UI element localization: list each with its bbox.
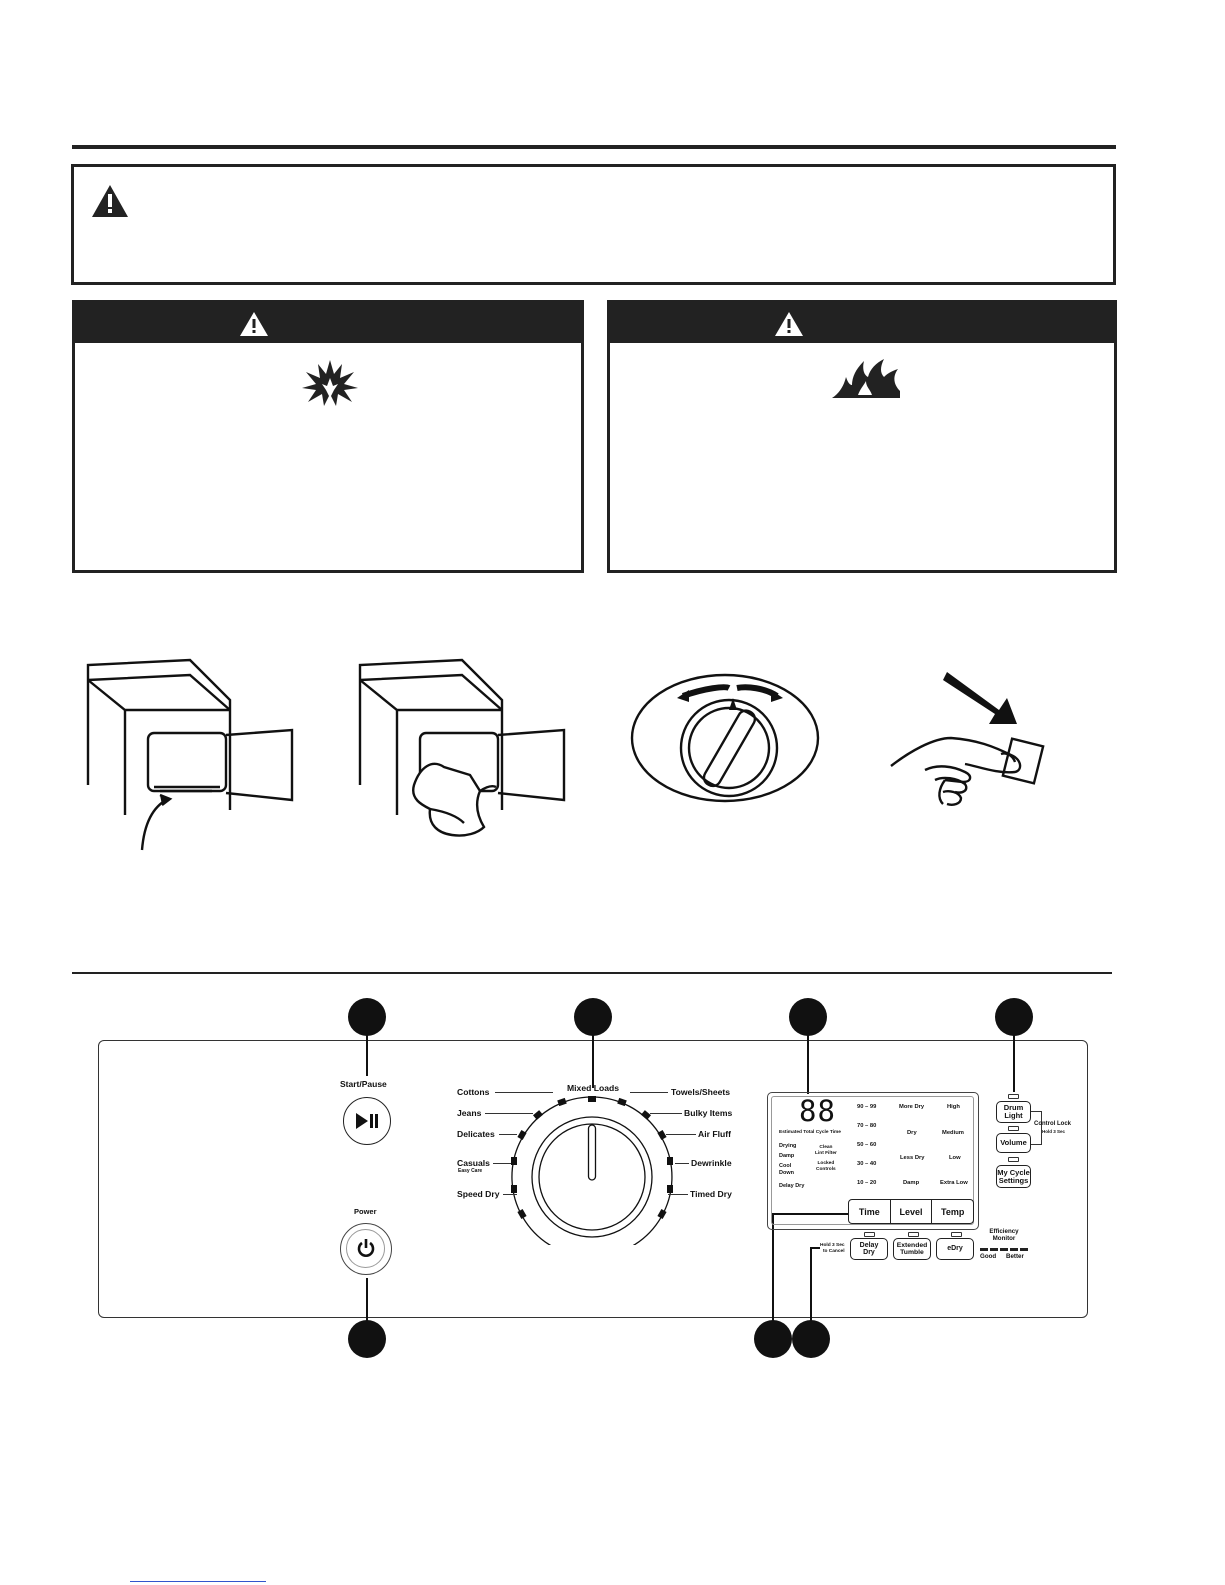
leader-line: [630, 1092, 668, 1093]
efficiency-good-label: Good: [980, 1253, 997, 1260]
callout-marker-7: [792, 1320, 830, 1358]
callout-marker-4: [995, 998, 1033, 1036]
temp-button[interactable]: Temp: [941, 1206, 965, 1217]
extended-tumble-led: [908, 1232, 919, 1237]
start-pause-label: Start/Pause: [340, 1079, 387, 1089]
time-range-1: 90 – 99: [857, 1104, 877, 1110]
callout-line: [366, 1278, 368, 1322]
my-cycle-settings-button[interactable]: My Cycle Settings: [996, 1165, 1031, 1188]
cycle-label-dewrinkle[interactable]: Dewrinkle: [691, 1158, 732, 1168]
leader-line: [485, 1113, 533, 1114]
dryer-lint-filter-illustration: [80, 655, 305, 855]
play-pause-icon: [355, 1112, 379, 1130]
control-lock-hold-label: Hold 3 Sec: [1042, 1129, 1066, 1134]
time-range-3: 50 – 60: [857, 1142, 877, 1148]
temp-low: Low: [949, 1155, 961, 1161]
leader-line: [503, 1194, 517, 1195]
dryer-loading-illustration: [352, 655, 577, 855]
estimated-cycle-time-label: Estimated Total Cycle Time: [779, 1130, 841, 1135]
cycle-label-timed-dry[interactable]: Timed Dry: [690, 1189, 732, 1199]
callout-line: [772, 1214, 774, 1322]
callout-line: [807, 1034, 809, 1094]
callout-marker-2: [574, 998, 612, 1036]
power-icon: [356, 1238, 376, 1258]
status-delay-dry: Delay Dry: [779, 1183, 805, 1189]
callout-line: [1013, 1034, 1015, 1092]
control-lock-bracket: [1031, 1111, 1042, 1145]
efficiency-monitor-label: Efficiency Monitor: [989, 1228, 1019, 1243]
selector-strip: [848, 1199, 974, 1224]
warning-header: [75, 303, 581, 343]
time-range-2: 70 – 80: [857, 1123, 877, 1129]
cycle-sublabel-easy-care: Easy Care: [458, 1168, 483, 1174]
fire-warning-box: [607, 300, 1117, 573]
volume-button[interactable]: Volume: [996, 1133, 1031, 1153]
level-dry: Dry: [907, 1130, 917, 1136]
status-cool-down: Cool Down: [779, 1163, 794, 1176]
warning-triangle-icon: [239, 311, 269, 337]
leader-line: [666, 1134, 696, 1135]
edry-led: [951, 1232, 962, 1237]
drum-light-button[interactable]: Drum Light: [996, 1101, 1031, 1123]
edry-button[interactable]: eDry: [936, 1238, 974, 1260]
delay-dry-led: [864, 1232, 875, 1237]
delay-dry-button[interactable]: Delay Dry: [850, 1238, 888, 1260]
top-rule: [72, 145, 1116, 149]
warning-header: [610, 303, 1114, 343]
cycle-label-speed-dry[interactable]: Speed Dry: [457, 1189, 500, 1199]
footer-link-underline: [130, 1581, 266, 1582]
cycle-selector-dial[interactable]: [500, 1085, 685, 1245]
callout-line: [810, 1248, 812, 1322]
level-button[interactable]: Level: [891, 1200, 933, 1223]
leader-line: [675, 1163, 689, 1164]
cycle-label-towels-sheets[interactable]: Towels/Sheets: [671, 1087, 731, 1097]
power-label: Power: [354, 1207, 377, 1216]
start-pause-button[interactable]: [343, 1097, 391, 1145]
status-drying: Drying: [779, 1143, 797, 1149]
cycle-label-bulky-items[interactable]: Bulky Items: [684, 1108, 733, 1118]
extended-tumble-button[interactable]: Extended Tumble: [893, 1238, 931, 1260]
warning-triangle-icon: [774, 311, 804, 337]
leader-line: [499, 1134, 517, 1135]
leader-line: [495, 1092, 553, 1093]
callout-line: [366, 1034, 368, 1076]
explosion-warning-box: [72, 300, 584, 573]
efficiency-monitor-bar: [980, 1248, 1028, 1251]
level-damp: Damp: [903, 1180, 920, 1186]
efficiency-better-label: Better: [1006, 1253, 1024, 1260]
cycle-dial-illustration: [625, 668, 825, 808]
callout-marker-5: [348, 1320, 386, 1358]
callout-marker-1: [348, 998, 386, 1036]
temp-high: High: [947, 1104, 960, 1110]
drum-light-led: [1008, 1094, 1019, 1099]
press-button-illustration: [885, 668, 1055, 813]
cycle-label-casuals[interactable]: Casuals: [457, 1158, 490, 1168]
leader-line: [493, 1163, 511, 1164]
safety-notice-box: [71, 164, 1116, 285]
temp-extra-low: Extra Low: [940, 1180, 968, 1186]
callout-marker-6: [754, 1320, 792, 1358]
section-rule: [72, 972, 1112, 974]
control-lock-label: Control Lock: [1034, 1121, 1071, 1127]
time-range-4: 30 – 40: [857, 1161, 877, 1167]
cycle-label-mixed-loads[interactable]: Mixed Loads: [567, 1083, 620, 1093]
time-button[interactable]: Time: [849, 1200, 891, 1223]
status-clean-lint-filter: Clean Lint Filter: [815, 1145, 837, 1156]
my-cycle-led: [1008, 1157, 1019, 1162]
cycle-label-air-fluff[interactable]: Air Fluff: [698, 1129, 731, 1139]
callout-line: [592, 1034, 594, 1088]
status-locked-controls: Locked Controls: [816, 1161, 836, 1172]
status-damp: Damp: [779, 1153, 795, 1159]
temp-medium: Medium: [942, 1130, 964, 1136]
level-more-dry: More Dry: [899, 1104, 925, 1110]
cycle-label-delicates[interactable]: Delicates: [457, 1129, 495, 1139]
cycle-label-jeans[interactable]: Jeans: [457, 1108, 482, 1118]
callout-marker-3: [789, 998, 827, 1036]
time-range-5: 10 – 20: [857, 1180, 877, 1186]
leader-line: [650, 1113, 682, 1114]
volume-led: [1008, 1126, 1019, 1131]
cycle-label-cottons[interactable]: Cottons: [457, 1087, 490, 1097]
time-display-digits: 88: [799, 1094, 836, 1128]
callout-line: [810, 1247, 820, 1249]
power-button[interactable]: [340, 1223, 392, 1275]
explosion-icon: [300, 358, 360, 408]
fire-icon: [830, 355, 902, 400]
level-less-dry: Less Dry: [900, 1155, 925, 1161]
warning-triangle-icon: [91, 184, 129, 218]
leader-line: [668, 1194, 688, 1195]
hold-cancel-label: Hold 3 Sec to Cancel: [820, 1243, 845, 1254]
